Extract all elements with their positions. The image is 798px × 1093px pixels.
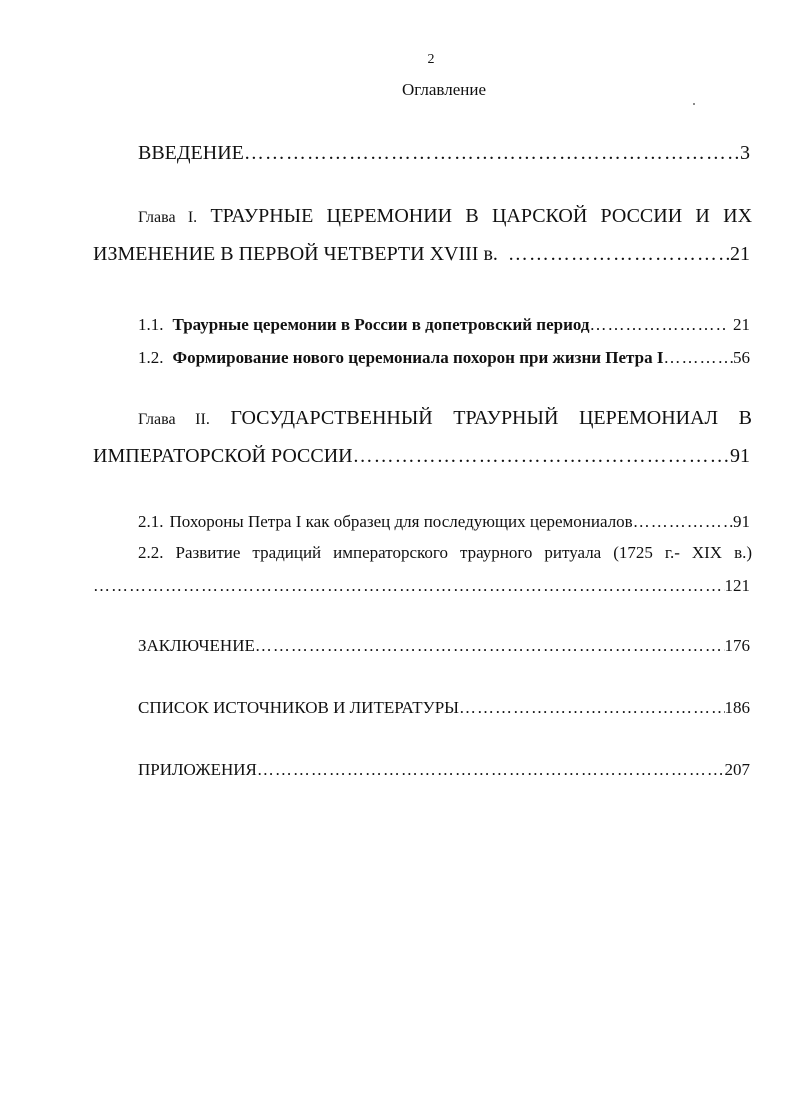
toc-entry-conclusion[interactable]	[138, 636, 750, 656]
toc-page-number: 56	[733, 348, 750, 367]
toc-section-2-1[interactable]	[138, 512, 750, 532]
toc-label: СПИСОК ИСТОЧНИКОВ И ЛИТЕРАТУРЫ	[138, 698, 459, 717]
toc-page-number: 186	[724, 698, 750, 717]
toc-chapter1-line1[interactable]	[138, 205, 752, 228]
toc-section-1-2[interactable]	[138, 348, 750, 368]
dot-leader	[589, 315, 727, 335]
dot-leader	[257, 760, 725, 780]
toc-label: ПРИЛОЖЕНИЯ	[138, 760, 257, 779]
toc-page-number: 91	[730, 445, 750, 467]
toc-section-2-2-continuation[interactable]	[93, 576, 750, 596]
toc-section-1-1[interactable]	[138, 315, 750, 335]
page-title: Оглавление	[402, 80, 486, 99]
dot-leader	[459, 698, 725, 718]
section-title: Траурные церемонии в России в допетровский период	[172, 315, 590, 334]
toc-entry-introduction[interactable]	[138, 142, 750, 165]
dot-leader	[353, 445, 730, 468]
section-title: Похороны Петра I как образец для последующих церемониалов	[169, 512, 633, 531]
toc-page-number: 207	[724, 760, 750, 779]
toc-chapter2-line2[interactable]	[93, 445, 750, 468]
toc-page-number: 21	[733, 315, 750, 334]
toc-chapter1-line2[interactable]	[93, 243, 750, 266]
page-number: 2	[427, 52, 435, 67]
toc-chapter2-line1[interactable]	[138, 407, 752, 430]
section-number: 2.2.	[138, 543, 164, 562]
toc-page-number: 176	[724, 636, 750, 655]
section-number: 1.1.	[138, 315, 164, 334]
toc-page-number: 21	[730, 243, 750, 265]
section-title: Развитие традиций императорского траурного ритуала (1725 г.- XIX в.)	[175, 543, 753, 562]
toc-page-number: 3	[740, 142, 750, 164]
chapter-title-part1: ТРАУРНЫЕ ЦЕРЕМОНИИ В ЦАРСКОЙ РОССИИ И ИХ	[210, 205, 753, 227]
toc-label: ЗАКЛЮЧЕНИЕ	[138, 636, 255, 655]
toc-entry-sources[interactable]	[138, 698, 750, 718]
toc-page-number: 91	[733, 512, 750, 531]
chapter-title-part2: ИМПЕРАТОРСКОЙ РОССИИ	[93, 445, 353, 467]
scan-speck	[693, 103, 695, 105]
dot-leader	[244, 142, 740, 165]
dot-leader	[633, 512, 733, 532]
chapter-title-part1: ГОСУДАРСТВЕННЫЙ ТРАУРНЫЙ ЦЕРЕМОНИАЛ В	[230, 407, 753, 429]
toc-page-number: 121	[724, 576, 750, 595]
toc-section-2-2[interactable]	[138, 543, 752, 563]
section-title: Формирование нового церемониала похорон при жизни Петра I	[172, 348, 664, 367]
toc-entry-appendices[interactable]	[138, 760, 750, 780]
dot-leader	[255, 636, 725, 656]
dot-leader	[93, 576, 725, 596]
chapter-prefix: Глава I.	[138, 209, 198, 226]
dot-leader	[663, 348, 733, 368]
dot-leader	[508, 243, 730, 266]
chapter-prefix: Глава II.	[138, 411, 210, 428]
section-number: 2.1.	[138, 512, 164, 531]
chapter-title-part2: ИЗМЕНЕНИЕ В ПЕРВОЙ ЧЕТВЕРТИ XVIII в.	[93, 243, 498, 265]
section-number: 1.2.	[138, 348, 164, 367]
toc-label: ВВЕДЕНИЕ	[138, 142, 244, 164]
